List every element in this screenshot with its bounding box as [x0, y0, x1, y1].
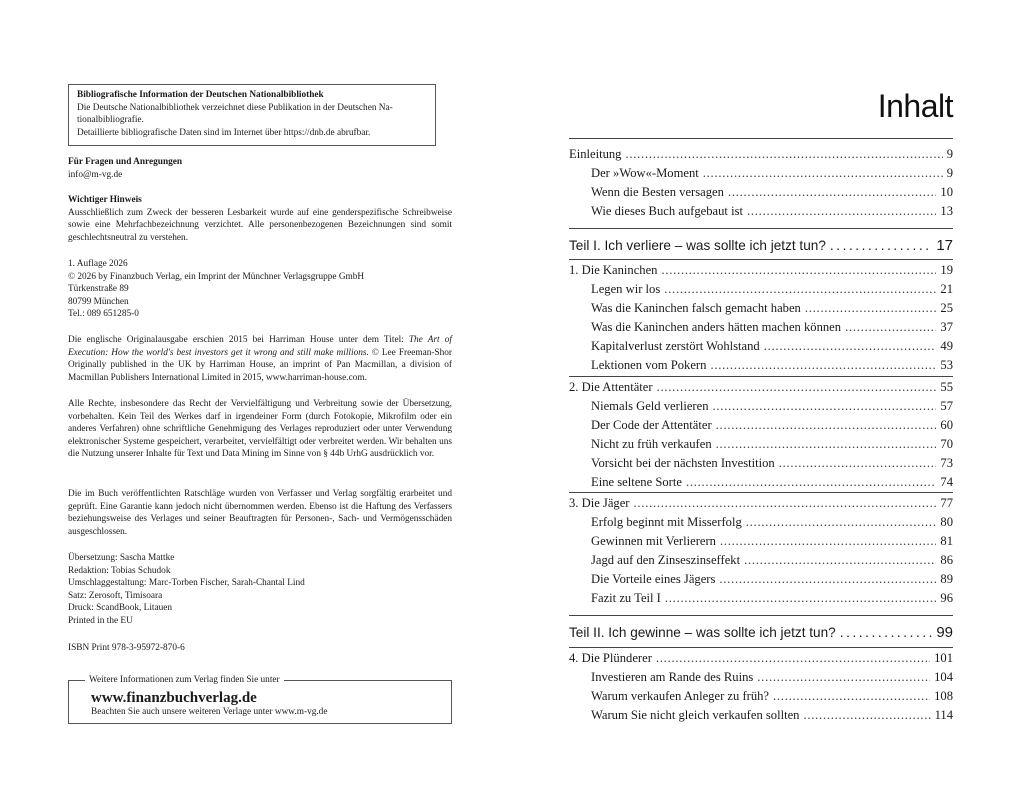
- toc-entry-label: Lektionen vom Pokern: [591, 358, 707, 372]
- toc-entry-page: 9: [946, 147, 953, 161]
- toc-entry-label: Vorsicht bei der nächsten Investition: [591, 456, 775, 470]
- toc-entry-page: 86: [940, 553, 953, 567]
- toc-leader: [664, 280, 936, 298]
- toc-entry-label: Fazit zu Teil I: [591, 591, 661, 605]
- toc-entry-page: 9: [946, 166, 953, 180]
- notice-text: Ausschließlich zum Zweck der besseren Lesbarkeit wurde auf eine genderspezifische Schreibweise sowie eine Mehrfachbezeichnung verzichtet. Alle personenbezogenen Bezeichnungen sind somit geschlechtsneutral zu verstehen.: [68, 207, 452, 243]
- toc-leader: [716, 416, 937, 434]
- credit-line: Umschlaggestaltung: Marc-Torben Fischer, Sarah-Chantal Lind: [68, 578, 305, 589]
- toc-leader: [840, 622, 933, 644]
- toc-part-page: 17: [936, 237, 953, 254]
- toc-entry-label: Was die Kaninchen falsch gemacht haben: [591, 301, 801, 315]
- toc-entry-label: 3. Die Jäger: [569, 496, 630, 510]
- toc-entry-page: 49: [940, 339, 953, 353]
- toc-leader: [764, 337, 937, 355]
- toc-entry[interactable]: [569, 280, 953, 298]
- bibliographic-info-line: tionalbibliografie.: [77, 115, 144, 126]
- toc-leader: [634, 494, 937, 512]
- toc-leader: [665, 589, 937, 607]
- toc-entry-page: 73: [940, 456, 953, 470]
- toc-part-label: Teil I. Ich verliere – was sollte ich jetzt tun?: [569, 238, 826, 253]
- toc-entry-label: Eine seltene Sorte: [591, 475, 682, 489]
- toc-entry[interactable]: [569, 551, 953, 569]
- contact-heading: Für Fragen und Anregungen: [68, 157, 183, 167]
- toc-entry[interactable]: [569, 397, 953, 415]
- credits-block: [68, 552, 452, 628]
- toc-entry[interactable]: [569, 202, 953, 220]
- toc-entry-page: 70: [940, 437, 953, 451]
- toc-leader: [713, 397, 937, 415]
- toc-leader: [710, 356, 936, 374]
- toc-leader: [805, 299, 937, 317]
- toc-entry-label: Jagd auf den Zinseszinseffekt: [591, 553, 741, 567]
- toc-leader: [746, 513, 937, 531]
- toc-leader: [747, 202, 936, 220]
- toc-entry[interactable]: [569, 299, 953, 317]
- toc-entry-label: Wie dieses Buch aufgebaut ist: [591, 204, 743, 218]
- toc-leader: [719, 570, 936, 588]
- toc-entry[interactable]: [569, 649, 953, 667]
- toc-entry-label: Warum Sie nicht gleich verkaufen sollten: [591, 708, 800, 722]
- toc-entry[interactable]: [569, 706, 953, 724]
- toc-entry[interactable]: [569, 668, 953, 686]
- toc-entry-page: 57: [940, 399, 953, 413]
- publisher-info-legend: Weitere Informationen zum Verlag finden Sie unter: [85, 674, 284, 687]
- toc-entry-label: Legen wir los: [591, 282, 661, 296]
- toc-entry-page: 10: [940, 185, 953, 199]
- toc-entry[interactable]: [569, 589, 953, 607]
- toc-entry-page: 96: [940, 591, 953, 605]
- toc-part-label: Teil II. Ich gewinne – was sollte ich jetzt tun?: [569, 625, 836, 640]
- toc-leader: [773, 687, 930, 705]
- bibliographic-info-box: [68, 84, 436, 146]
- credit-line: Übersetzung: Sascha Mattke: [68, 553, 175, 563]
- toc-leader: [703, 164, 943, 182]
- original-title: The Art of Execution: How the world's best investors get it wrong and still make millions.: [68, 335, 452, 358]
- publisher-sub-note: Beachten Sie auch unsere weiteren Verlage unter www.m-vg.de: [91, 707, 328, 717]
- toc-leader: [803, 706, 930, 724]
- original-edition-text-after: © Lee Freeman-Shor Originally published in the UK by Harriman House, an imprint of Pan Macmillan, a division of Macmillan Publishers International Limited in 2015, www.harriman-house.com.: [68, 347, 452, 383]
- toc-entry-label: Die Vorteile eines Jägers: [591, 572, 716, 586]
- toc-leader: [720, 532, 936, 550]
- rights-block: Alle Rechte, insbesondere das Recht der Vervielfältigung und Verbreitung sowie der Übersetzung, vorbehalten. Kein Teil des Werkes darf in irgendeiner Form (durch Fotokopie, Mikrofilm oder ein anderes Verfahren) ohne schriftliche Genehmigung des Verlages reproduziert oder unter Verwendung elektronischer Systeme gespeichert, verarbeitet, vervielfältigt oder verbreitet werden. Wir behalten uns die Nutzung unserer Inhalte für Text und Data Mining im Sinne von § 44b UrhG ausdrücklich vor.: [68, 399, 452, 460]
- toc-entry-label: Der »Wow«-Moment: [591, 166, 699, 180]
- toc-entry-label: 2. Die Attentäter: [569, 380, 653, 394]
- toc-entry[interactable]: [569, 454, 953, 472]
- credit-line: Druck: ScandBook, Litauen: [68, 603, 173, 614]
- toc-entry-page: 37: [940, 320, 953, 334]
- toc-entry[interactable]: [569, 494, 953, 512]
- edition-line: Tel.: 089 651285-0: [68, 309, 139, 320]
- toc-entry-page: 104: [934, 670, 953, 684]
- toc-entry-page: 25: [940, 301, 953, 315]
- toc-entry[interactable]: [569, 513, 953, 531]
- credit-line: Printed in the EU: [68, 615, 133, 626]
- contact-email: info@m-vg.de: [68, 169, 123, 180]
- isbn: ISBN Print 978-3-95972-870-6: [68, 643, 185, 653]
- toc-entry-label: Der Code der Attentäter: [591, 418, 712, 432]
- edition-line: Türkenstraße 89: [68, 284, 129, 295]
- toc-entry[interactable]: [569, 416, 953, 434]
- toc-leader: [830, 235, 932, 257]
- toc-entry-label: Was die Kaninchen anders hätten machen können: [591, 320, 842, 334]
- toc-entry[interactable]: [569, 337, 953, 355]
- edition-line: © 2026 by Finanzbuch Verlag, ein Imprint der Münchner Verlagsgruppe GmbH: [68, 271, 365, 282]
- toc-leader: [728, 183, 936, 201]
- toc-entry-page: 13: [940, 204, 953, 218]
- toc-entry-label: Investieren am Rande des Ruins: [591, 670, 754, 684]
- toc-entry-label: Gewinnen mit Verlierern: [591, 534, 716, 548]
- toc-leader: [656, 649, 930, 667]
- toc-entry-label: Einleitung: [569, 147, 622, 161]
- toc-entry[interactable]: [569, 435, 953, 453]
- toc-entry-page: 77: [940, 496, 953, 510]
- toc-entry-label: 1. Die Kaninchen: [569, 263, 658, 277]
- toc-leader: [657, 378, 937, 396]
- toc-leader: [686, 473, 936, 491]
- toc-part-heading[interactable]: [569, 235, 953, 257]
- toc-leader: [625, 145, 942, 163]
- toc-entry[interactable]: [569, 570, 953, 588]
- toc-leader: [716, 435, 937, 453]
- toc-entry-label: Niemals Geld verlieren: [591, 399, 709, 413]
- edition-line: 80799 München: [68, 296, 129, 307]
- toc-divider: [569, 492, 953, 493]
- toc-entry[interactable]: [569, 183, 953, 201]
- bibliographic-info-title: Bibliografische Information der Deutschen Nationalbibliothek: [77, 90, 324, 100]
- toc-entry[interactable]: [569, 687, 953, 705]
- toc-entry-label: Nicht zu früh verkaufen: [591, 437, 712, 451]
- edition-line: 1. Auflage 2026: [68, 259, 128, 269]
- toc-entry-page: 80: [940, 515, 953, 529]
- toc-entry[interactable]: [569, 261, 953, 279]
- bibliographic-info-line: Detaillierte bibliografische Daten sind im Internet über https://dnb.de abrufbar.: [77, 127, 371, 138]
- bibliographic-info-line: Die Deutsche Nationalbibliothek verzeichnet diese Publikation in der Deutschen Na-: [77, 102, 393, 113]
- toc-entry-page: 74: [940, 475, 953, 489]
- toc-entry[interactable]: [569, 532, 953, 550]
- toc-part-page: 99: [936, 624, 953, 641]
- toc-entry[interactable]: [569, 378, 953, 396]
- toc-part-heading[interactable]: [569, 622, 953, 644]
- toc-entry-page: 21: [940, 282, 953, 296]
- toc-entry-page: 108: [934, 689, 953, 703]
- toc-entry-page: 81: [940, 534, 953, 548]
- toc-divider: [569, 259, 953, 260]
- toc-entry-label: Kapitalverlust zerstört Wohlstand: [591, 339, 760, 353]
- toc-entry-label: Erfolg beginnt mit Misserfolg: [591, 515, 742, 529]
- publisher-info-box: [68, 675, 452, 724]
- toc-entry-label: 4. Die Plünderer: [569, 651, 652, 665]
- notice-heading: Wichtiger Hinweis: [68, 195, 142, 205]
- original-edition-text: Die englische Originalausgabe erschien 2015 bei Harriman House unter dem Titel:: [68, 335, 409, 345]
- notice-block: [68, 194, 452, 244]
- toc-entry-page: 55: [940, 380, 953, 394]
- credit-line: Redaktion: Tobias Schudok: [68, 565, 171, 576]
- edition-block: [68, 258, 452, 321]
- toc-leader: [779, 454, 937, 472]
- credit-line: Satz: Zerosoft, Timisoara: [68, 590, 163, 601]
- toc-entry-page: 101: [934, 651, 953, 665]
- toc-entry[interactable]: [569, 318, 953, 336]
- toc-entry-page: 19: [940, 263, 953, 277]
- toc-leader: [845, 318, 936, 336]
- toc-entry[interactable]: [569, 356, 953, 374]
- toc-entry-page: 60: [940, 418, 953, 432]
- toc-leader: [661, 261, 936, 279]
- toc-entry-page: 114: [934, 708, 953, 722]
- toc-entry-label: Warum verkaufen Anleger zu früh?: [591, 689, 770, 703]
- publisher-url[interactable]: www.finanzbuchverlag.de: [91, 690, 257, 706]
- toc-divider: [569, 647, 953, 648]
- toc-divider: [569, 138, 953, 139]
- toc-entry-label: Wenn die Besten versagen: [591, 185, 724, 199]
- toc-leader: [744, 551, 936, 569]
- toc-divider: [569, 376, 953, 377]
- toc-divider: [569, 228, 953, 229]
- contact-block: [68, 156, 452, 181]
- toc-title: Inhalt: [877, 88, 953, 124]
- toc-leader: [757, 668, 930, 686]
- toc-entry[interactable]: [569, 164, 953, 182]
- original-edition-block: [68, 334, 452, 384]
- disclaimer-block: Die im Buch veröffentlichten Ratschläge wurden von Verfasser und Verlag sorgfältig erarbeitet und geprüft. Eine Garantie kann jedoch nicht übernommen werden. Ebenso ist die Haftung des Verfassers beziehungsweise des Verlages und seiner Beauftragten für Personen-, Sach- und Vermögensschäden ausgeschlossen.: [68, 489, 452, 537]
- toc-entry-page: 53: [940, 358, 953, 372]
- toc-divider: [569, 615, 953, 616]
- toc-entry[interactable]: [569, 145, 953, 163]
- toc-entry[interactable]: [569, 473, 953, 491]
- toc-entry-page: 89: [940, 572, 953, 586]
